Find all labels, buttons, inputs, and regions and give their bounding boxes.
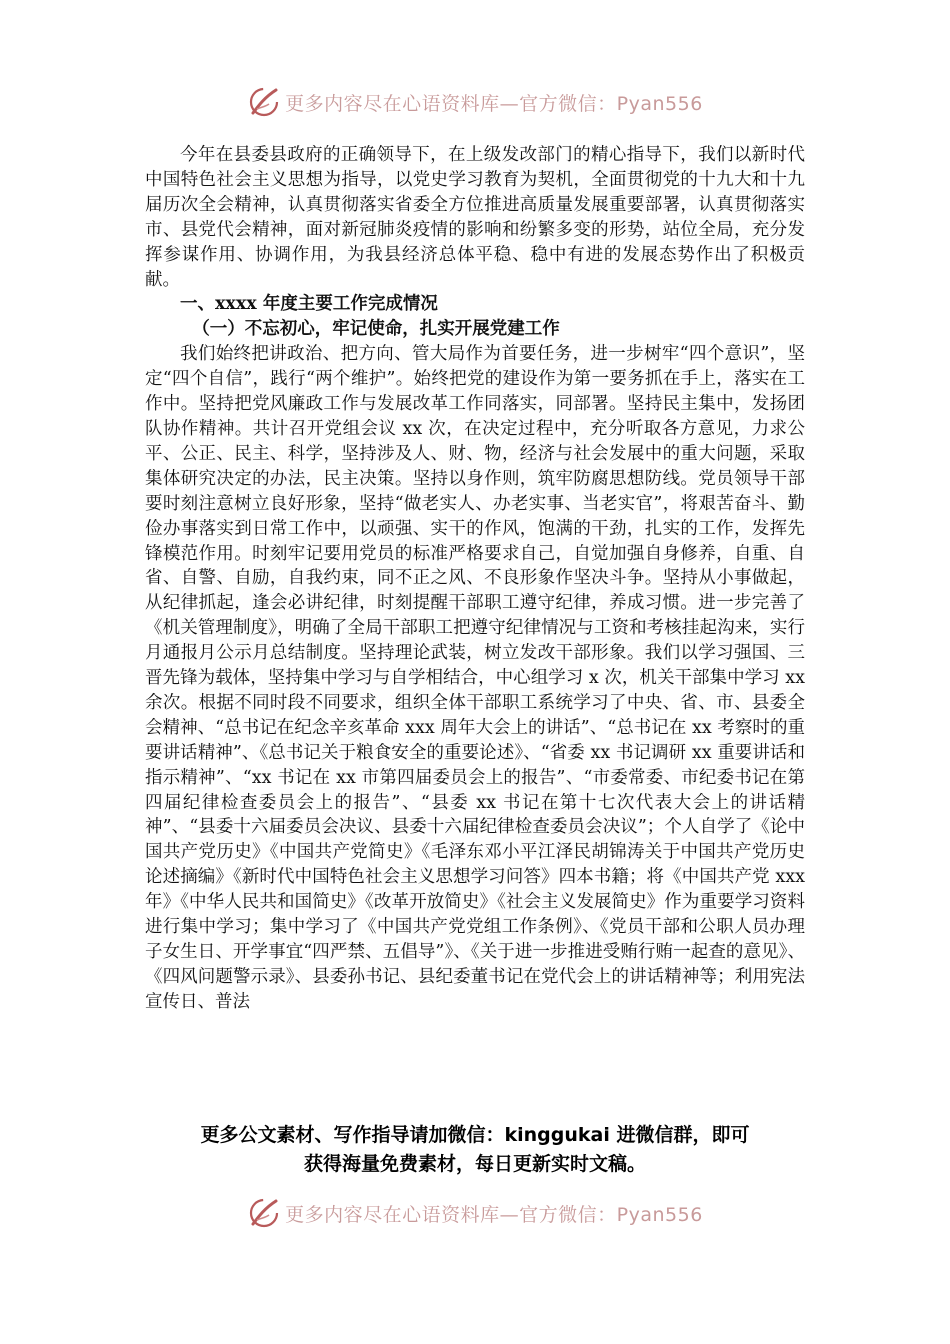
promo-line-1: 更多公文素材、写作指导请加微信：kinggukai 进微信群，即可	[200, 1124, 750, 1146]
body-paragraph: 我们始终把讲政治、把方向、管大局作为首要任务，进一步树牢“四个意识”，坚定“四个自信”，践行“两个维护”。始终把党的建设作为第一要务抓在手上，落实在工作中。坚持把党风廉政工作与发展改革工作同落实，同部署。坚持民主集中，发扬团队协作精神。共计召开党组会议 xx 次，在决定过程中，充分听取各方意见，力求公平、公正、民主、科学，坚持涉及人、财、物，经济与社会发展中的重大问题，采取集体研究决定的办法，民主决策。坚持以身作则，筑牢防腐思想防线。党员领导干部要时刻注意树立良好形象，坚持“做老实人、办老实事、当老实官”，将艰苦奋斗、勤俭办事落实到日常工作中，以顽强、实干的作风，饱满的干劲，扎实的工作，发挥先锋模范作用。时刻牢记要用党员的标准严格要求自己，自觉加强自身修养，自重、自省、自警、自励，自我约束，同不正之风、不良形象作坚决斗争。坚持从小事做起，从纪律抓起，逢会必讲纪律，时刻提醒干部职工遵守纪律，养成习惯。进一步完善了《机关管理制度》，明确了全局干部职工把遵守纪律情况与工资和考核挂起沟来，实行月通报月公示月总结制度。坚持理论武装，树立发改干部形象。我们以学习强国、三晋先锋为载体，坚持集中学习与自学相结合，中心组学习 x 次，机关干部集中学习 xx 余次。根据不同时段不同要求，组织全体干部职工系统学习了中央、省、市、县委全会精神、“总书记在纪念辛亥革命 xxx 周年大会上的讲话”、“总书记在 xx 考察时的重要讲话精神”、《总书记关于粮食安全的重要论述》、“省委 xx 书记调研 xx 重要讲话和指示精神”、“xx 书记在 xx 市第四届委员会上的报告”、“市委常委、市纪委书记在第四届纪律检查委员会上的报告”、“县委 xx 书记在第十七次代表大会上的讲话精神”、“县委十六届委员会决议、县委十六届纪律检查委员会决议”；个人自学了《论中国共产党历史》《中国共产党简史》《毛泽东邓小平江泽民胡锦涛关于中国共产党历史论述摘编》《新时代中国特色社会主义思想学习问答》四本书籍；将《中国共产党 xxx 年》《中华人民共和国简史》《改革开放简史》《社会主义发展简史》作为重要学习资料进行集中学习；集中学习了《中国共产党党组工作条例》、《党员干部和公职人员办理子女生日、开学事宜“四严禁、五倡导”》、《关于进一步推进受贿行贿一起查的意见》、《四风问题警示录》、县委孙书记、县纪委董书记在党代会上的讲话精神等；利用宪法宣传日、普法	[145, 344, 805, 1012]
brush-swirl-logo-icon	[247, 1196, 281, 1230]
footer-watermark-banner	[0, 1193, 950, 1233]
subsection-heading: （一）不忘初心，牢记使命，扎实开展党建工作	[192, 319, 560, 340]
promo-notice	[130, 1121, 820, 1179]
intro-paragraph: 今年在县委县政府的正确领导下，在上级发改部门的精心指导下，我们以新时代中国特色社会主义思想为指导，以党史学习教育为契机，全面贯彻党的十九大和十九届历次全会精神，认真贯彻落实省委全方位推进高质量发展重要部署，认真贯彻落实市、县党代会精神，面对新冠肺炎疫情的影响和纷繁多变的形势，站位全局，充分发挥参谋作用、协调作用，为我县经济总体平稳、稳中有进的发展态势作出了积极贡献。	[145, 145, 805, 290]
brush-swirl-logo-icon	[247, 85, 281, 119]
banner-text: 更多内容尽在心语资料库—官方微信：Pyan556	[285, 92, 703, 115]
section-heading: 一、xxxx 年度主要工作完成情况	[180, 294, 438, 315]
promo-line-2: 获得海量免费素材，每日更新实时文稿。	[303, 1153, 646, 1175]
document-body	[145, 143, 805, 1015]
banner-text: 更多内容尽在心语资料库—官方微信：Pyan556	[285, 1203, 703, 1226]
header-watermark-banner	[0, 82, 950, 122]
